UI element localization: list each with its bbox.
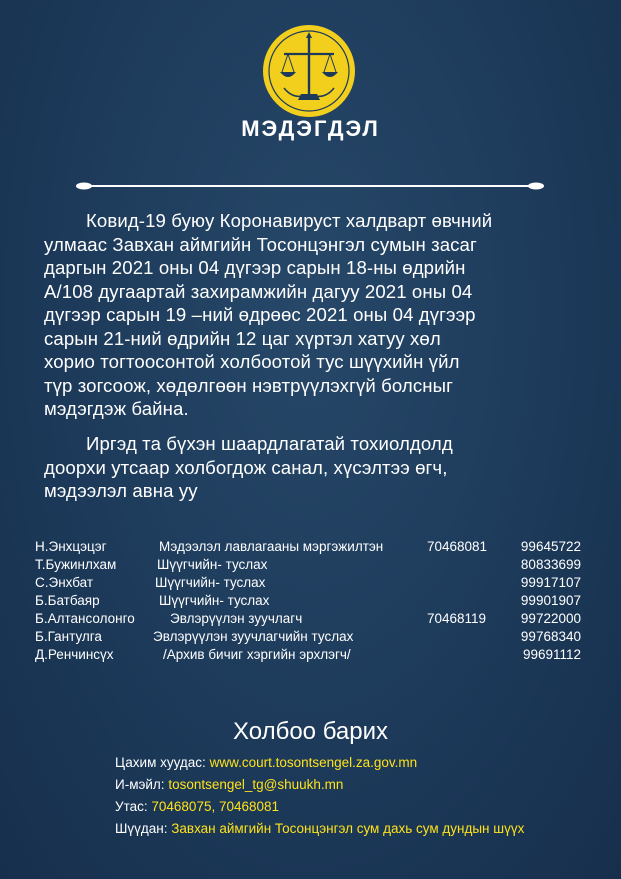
email-row (115, 774, 615, 796)
contact-list (35, 538, 583, 664)
contact-role: /Архив бичиг хэргийн эрхлэгч/ (163, 647, 351, 662)
contact-role: Эвлэрүүлэн зуучлагчийн туслах (153, 629, 354, 644)
phone-label: Утас: (115, 799, 148, 814)
contact-phone-mobile: 99691112 (522, 647, 581, 662)
notice-line: улмаас Завхан аймгийн Тосонцэнгэл сумын засаг (44, 233, 477, 255)
contact-phone-office: 70468081 (427, 539, 488, 554)
notice-line: даргын 2021 оны 04 дүгээр сарын 18-ны өдрийн (44, 257, 466, 278)
email-label: И-мэйл: (115, 777, 165, 792)
contact-footer (115, 752, 615, 840)
website-label: Цахим хуудас: (115, 755, 206, 770)
contact-phone-mobile: 99901907 (520, 593, 581, 608)
contact-name: Н.Энхцэцэг (35, 539, 107, 554)
contact-row (35, 574, 583, 592)
contact-name: Б.Алтансолонго (35, 611, 135, 626)
contact-phone-office: 70468119 (427, 611, 487, 626)
notice-paragraph-1 (44, 209, 584, 421)
page-title: МЭДЭГДЭЛ (241, 116, 380, 141)
contact-role: Эвлэрүүлэн зуучлагч (170, 611, 303, 626)
contact-row (35, 610, 583, 628)
notice-line: хорио тогтоосонтой холбоотой тус шүүхийн үйл (44, 351, 460, 372)
title-divider (70, 176, 550, 196)
contact-name: С.Энхбат (35, 575, 94, 590)
contact-phone-mobile: 80833699 (520, 557, 581, 572)
contact-phone-mobile: 99768340 (520, 629, 581, 644)
notice-line: мэдээлэл авна уу (44, 480, 198, 501)
court-row (115, 818, 615, 840)
notice-line: А/108 дугаартай захирамжийн дагуу 2021 оны 04 (44, 280, 473, 302)
contact-name: Д.Ренчинсүх (35, 647, 114, 662)
notice-line: сарын 21-ний өдрийн 12 цаг хүртэл хатуу хөл (44, 327, 441, 349)
email-link[interactable]: tosontsengel_tg@shuukh.mn (168, 777, 344, 792)
contact-phone-mobile: 99722000 (520, 611, 581, 626)
notice-line: түр зогсоож, хөдөлгөөн нэвтрүүлэхгүй болсныг (44, 374, 453, 396)
court-value: Завхан аймгийн Тосонцэнгэл сум дахь сум дундын шүүх (171, 821, 525, 836)
website-link[interactable]: www.court.tosontsengel.za.gov.mn (209, 755, 418, 770)
contact-role: Шүүгчийн- туслах (155, 575, 266, 590)
notice-line: доорхи утсаар холбогдож санал, хүсэлтээ өгч, (44, 456, 448, 478)
scales-of-justice-icon (262, 24, 356, 118)
notice-line: дүгээр сарын 19 –ний өдрөөс 2021 оны 04 дүгээр (44, 304, 476, 325)
contact-row (35, 538, 583, 556)
notice-line: мэдэгдэж байна. (44, 398, 189, 419)
contact-phone-mobile: 99917107 (520, 575, 581, 590)
contact-role: Мэдээлэл лавлагааны мэргэжилтэн (159, 539, 384, 554)
contact-name: Б.Гантулга (35, 629, 102, 644)
contact-name: Т.Бужинлхам (35, 557, 117, 572)
website-row (115, 752, 615, 774)
notice-line: Ковид-19 буюу Коронавируст халдварт өвчний (86, 210, 493, 231)
court-label: Шүүдан: (115, 821, 168, 836)
phone-value: 70468075, 70468081 (151, 799, 280, 814)
contact-row (35, 628, 583, 646)
notice-paragraph-2 (44, 432, 584, 503)
contact-role: Шүүгчийн- туслах (159, 593, 270, 608)
contact-role: Шүүгчийн- туслах (157, 557, 268, 572)
phone-row (115, 796, 615, 818)
contact-name: Б.Батбаяр (35, 593, 100, 608)
contact-row (35, 592, 583, 610)
contact-phone-mobile: 99645722 (520, 539, 581, 554)
contact-row (35, 556, 583, 574)
notice-line: Иргэд та бүхэн шаардлагатай тохиолдолд (86, 433, 453, 454)
contact-row (35, 646, 583, 664)
contact-heading: Холбоо барих (233, 718, 388, 745)
